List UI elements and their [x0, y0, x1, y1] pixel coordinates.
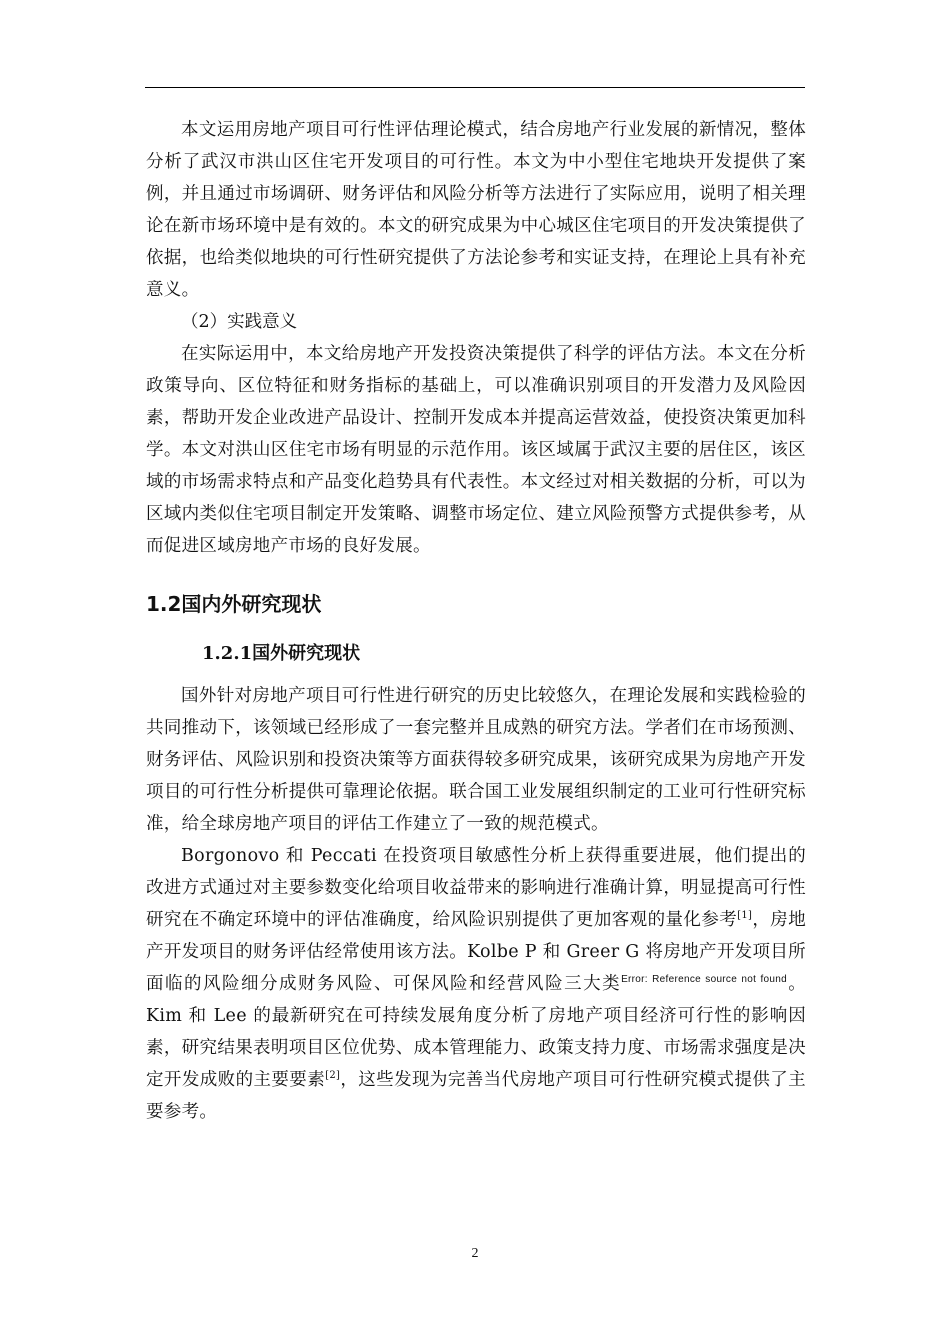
citation-1: [1]: [737, 910, 753, 922]
paragraph-theoretical-significance: 本文运用房地产项目可行性评估理论模式，结合房地产行业发展的新情况，整体分析了武汉市洪山区住宅开发项目的可行性。本文为中小型住宅地块开发提供了案例，并且通过市场调研、财务评估和风险分析等方法进行了实际应用，说明了相关理论在新市场环境中是有效的。本文的研究成果为中心城区住宅项目的开发决策提供了依据，也给类似地块的可行性研究提供了方法论参考和实证支持，在理论上具有补充意义。: [146, 120, 806, 300]
subheading-practical-significance: （2）实践意义: [181, 312, 298, 332]
text-segment: 。Kim 和 Lee 的最新研究在可持续发展角度分析了房地产项目经济可行性的影响因素，研究结果表明项目区位优势、成本管理能力、政策支持力度、市场需求强度是决定开发成败的主要要素: [146, 974, 806, 1090]
heading-1-2-1: 1.2.1国外研究现状: [202, 643, 361, 664]
paragraph-foreign-research-2: [146, 840, 806, 1128]
paragraph-practical-significance: 在实际运用中，本文给房地产开发投资决策提供了科学的评估方法。本文在分析政策导向、区位特征和财务指标的基础上，可以准确识别项目的开发潜力及风险因素，帮助开发企业改进产品设计、控制开发成本并提高运营效益，使投资决策更加科学。本文对洪山区住宅市场有明显的示范作用。该区域属于武汉主要的居住区，该区域的市场需求特点和产品变化趋势具有代表性。本文经过对相关数据的分析，可以为区域内类似住宅项目制定开发策略、调整市场定位、建立风险预警方式提供参考，从而促进区域房地产市场的良好发展。: [146, 344, 806, 556]
citation-error: Error: Reference source not found: [621, 974, 787, 986]
heading-1-2: 1.2国内外研究现状: [146, 592, 322, 616]
paragraph-foreign-research-1: 国外针对房地产项目可行性进行研究的历史比较悠久，在理论发展和实践检验的共同推动下，该领域已经形成了一套完整并且成熟的研究方法。学者们在市场预测、财务评估、风险识别和投资决策等方面获得较多研究成果，该研究成果为房地产开发项目的可行性分析提供可靠理论依据。联合国工业发展组织制定的工业可行性研究标准，给全球房地产项目的评估工作建立了一致的规范模式。: [146, 686, 806, 834]
text-segment: ，这些发现为完善当代房地产项目可行性研究模式提供了主要参考。: [146, 1070, 806, 1122]
header-rule: [145, 87, 805, 88]
text-segment: Borgonovo 和 Peccati 在投资项目敏感性分析上获得重要进展，他们提出的改进方式通过对主要参数变化给项目收益带来的影响进行准确计算，明显提高可行性研究在不确定环境中的评估准确度，给风险识别提供了更加客观的量化参考: [146, 846, 806, 930]
citation-2: [2]: [325, 1070, 341, 1082]
page-number: 2: [471, 1246, 479, 1261]
page-content: [146, 114, 806, 1128]
text-segment: ，房地产开发项目的财务评估经常使用该方法。Kolbe P 和 Greer G 将房地产开发项目所面临的风险细分成财务风险、可保风险和经营风险三大类: [146, 910, 806, 994]
